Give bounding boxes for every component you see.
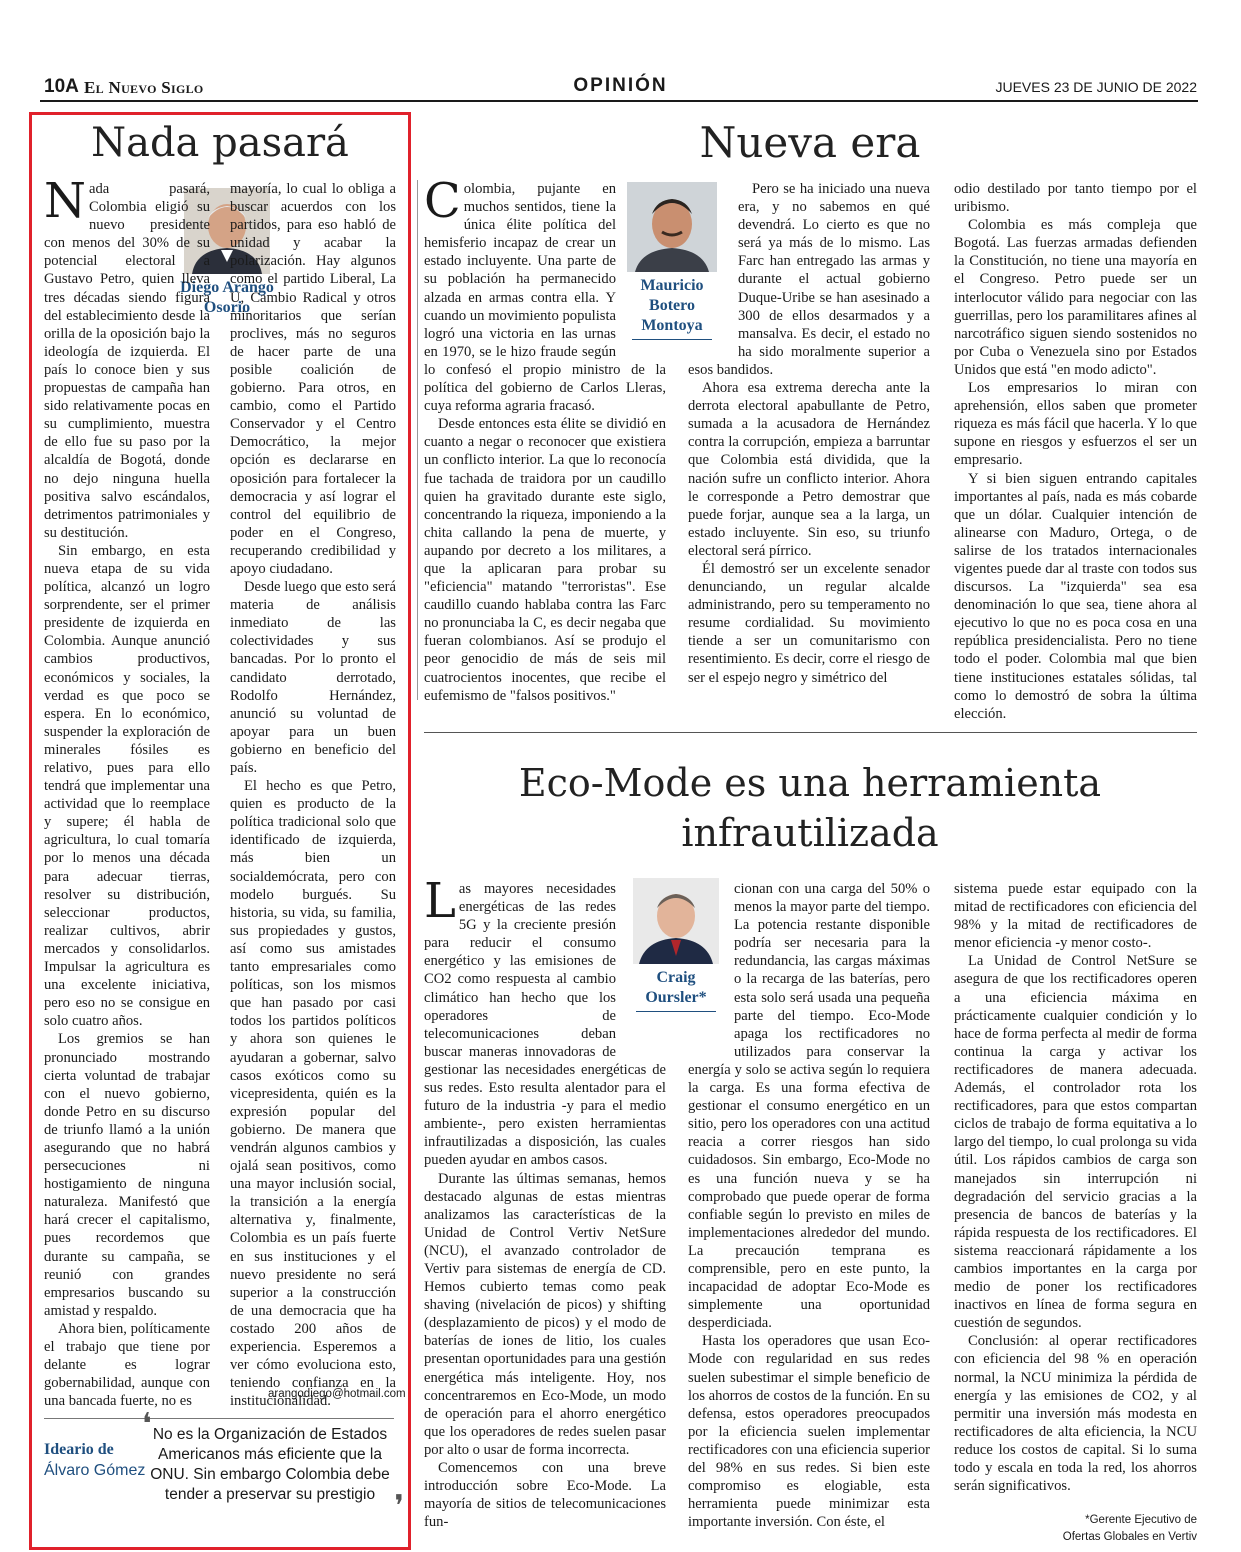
paragraph: Los gremios se han pronunciado mostrando cierta voluntad de trabajar con el nuevo gobierno, donde Petro en su discurso de triunfo llamó a la unión asegurando que no habrá persecuciones ni hostigamiento de ninguna naturaleza. Manifestó que hará crecer el capitalismo, pues recordemos que durante su campaña, se reunió con grandes empresarios buscando su amistad y respaldo. [44,1031,210,1319]
author-footnote [997,1512,1197,1546]
page-number: 10A [44,76,79,97]
title-line: infrautilizada [681,811,939,855]
paragraph: odio destilado por tanto tiempo por el uribismo. [954,181,1197,216]
section-divider [424,732,1197,733]
article3-column-1 [424,873,666,1531]
paragraph: sistema puede estar equipado con la mitad de rectificadores con eficiencia del 98% y la mitad de rectificadores de menor eficiencia -y menor costo-. [954,881,1197,952]
paragraph: cionan con una carga del 50% o menos la mayor parte del tiempo. La potencia restante disponible podría ser necesaria para la redundancia, las cargas máximas o la recarga de las baterías, pero esta solo será usada una pequeña parte del tiempo. Eco-Mode apaga los rectificadores no utilizados para conservar la energía y solo se activa según lo requiera la carga. Es una forma efectiva de gestionar el consumo energético en un sitio, pero los operadores con una actitud reacia a correr riesgos han sido cuidadosos. Sin embargo, Eco-Mode no es una función nueva y se ha comprobado que puede operar de forma confiable según lo previsto en miles de implementaciones alrededor del mundo. La precaución temprana es comprensible, pero en este punto, la incapacidad de adoptar Eco-Mode es simplemente una oportunidad desperdiciada. [688,881,930,1332]
section-title: OPINIÓN [573,75,668,96]
paragraph: Pero se ha iniciado una nueva era, y no sabemos en qué devendrá. Lo cierto es que no será ya más de lo mismo. Las Farc han entregado las armas y durante el actual gobierno Duque-Uribe se han asesinado a 300 de ellos desarmados y a mansalva. Es decir, el estado no ha sido moralmente superior a esos bandidos. [688,181,930,378]
paragraph: Desde luego que esto será materia de análisis inmediato de las colectividades y sus bancadas. Por lo pronto el candidato derrotado, Rodolfo Hernández, anunció su voluntad de apoyar para un buen gobierno en beneficio del país. [230,579,396,776]
paragraph: Y si bien siguen entrando capitales importantes al país, nada es más cobarde que un dólar. Cualquier intención de alinearse con Maduro, Ortega, o de salirse de los tratados internacionales vigentes puede dar al traste con todos sus discursos. La "izquierda" sea esa denominación lo que sea, tiene ahora al ejecutivo lo que no es poca cosa en una república presidencialista. Pero no tiene todo el poder. Colombia mal que bien tiene instituciones estatales sólidas, tal como lo demostró de sobra la última elección. [954,470,1197,722]
paragraph: Durante las últimas semanas, hemos destacado algunas de estas mientras analizamos las características de la Unidad de Control Vertiv NetSure (NCU), el avanzado controlador de Vertiv para sistemas de energía de CD. Hemos cubierto temas como peak shaving (nivelación de picos) y shifting (desplazamiento de picos) y el modo de baterías de iones de litio, los cuales presentan oportunidades para una gestión energética más inteligente. Hoy, nos concentraremos en Eco-Mode, un modo de operación para el ahorro energético que los operadores de redes suelen pasar por alto o usar de forma incorrecta. [424,1170,666,1458]
paragraph: ada pasará, Colombia eligió su nuevo presidente con menos del 30% de su potencial electoral a Gustavo Petro, quien lleva tres décadas siendo figura del establecimiento desde la orilla de la oposición bajo la ideología de izquierda. El país lo conoce bien y sus propuestas de campaña han sido relativamente pocas en su cumplimiento, muestra de ello fue su paso por la alcaldía de Bogotá, donde no dejo ninguna huella positiva salvo escándalos, detrimentos patrimoniales y su destitución. [44,181,210,541]
paragraph: Él demostró ser un excelente senador denunciando, un regular alcalde administrando, pero su temperamento no resume cordialidad. Su movimiento tiende a ser un comunitarismo con resentimiento. Es decir, corre el riesgo de ser el espejo negro y simétrico del [688,560,930,686]
ideario-quote [142,1407,404,1524]
author-name-line2: Oursler* [645,989,707,1006]
author-name-line1: Craig [656,969,696,986]
author-name-line2: Botero [649,297,695,314]
paragraph: El hecho es que Petro, quien es producto de la política tradicional solo que identificado de izquierda, más bien un socialdemócrata, pero con modelo burgués. Su historia, su vida, su familia, sus propiedades y gustos, así como sus amistades tanto empresariales como políticas, son los mismos que han pasado por casi todos los partidos políticos y ahora son quienes le ayudaran a gobernar, salvo casos exóticos como su vicepresidenta, quién es la expresión popular del gobierno. De manera que vendrán algunos cambios y ojalá sean positivos, como una mayor inclusión social, la transición a la energía alternativa y, finalmente, Colombia es un país fuerte en sus instituciones y el nuevo presidente no será superior a la construcción de una democracia que ha costado 200 años de experiencia. Esperemos a ver cómo evoluciona esto, teniendo confianza en la institucionalidad. [230,778,396,1410]
ideario-rule [44,1418,394,1419]
dropcap: L [424,873,456,929]
author-name-line1: Mauricio [640,277,704,294]
title-line: Eco-Mode es una herramienta [518,761,1102,805]
article3-column-2 [688,880,930,1531]
paragraph: Comencemos con una breve introducción sobre Eco-Mode. La mayoría de sitios de telecomunicaciones fun- [424,1460,666,1531]
paragraph: Sin embargo, en esta nueva etapa de su vida política, alcanzó un logro sorprendente, ser el primer presidente de izquierda en Colombia. Aunque anunció cambios productivos, económicos y sociales, la verdad es que poco se espera. En lo económico, suspender la exploración de minerales fósiles es relativo, pues para ello tendrá que implementar una actividad que lo reemplace y supere; él habla de agricultura, lo cual tomaría por lo menos una década para adecuar tierras, resolver su distribución, seleccionar productos, realizar cultivos, abrir mercados y consolidarlos. Impulsar la agricultura es una excelente iniciativa, pero eso no se consigue en solo cuatro años. [44,542,210,1030]
quote-close-icon: ❜ [394,1489,404,1524]
article3-title [420,758,1200,858]
paragraph: Conclusión: al operar rectificadores con eficiencia del 98 % en operación normal, la NCU minimiza la pérdida de energía y las emisiones de CO2, y al permitir una inversión más modesta en rectificadores de alta eficiencia, la NCU reduce los costos de capital. Si lo suma todo y escala en toda la red, los ahorros serán significativos. [954,1333,1197,1495]
author-name-line1: Diego Arango [180,279,274,296]
paragraph: Ahora bien, políticamente el trabajo que tiene por delante es lograr gobernabilidad, aunque con una bancada fuerte, no es [44,1320,210,1410]
dropcap: N [44,173,86,229]
column-divider [417,180,418,700]
article1-column-1 [44,173,210,1410]
article2-title: Nueva era [699,118,921,167]
author-name-line2: Osorio [203,299,251,316]
issue-date: JUEVES 23 DE JUNIO DE 2022 [995,79,1197,95]
newspaper-name: El Nuevo Siglo [84,78,204,97]
paragraph: Hasta los operadores que usan Eco-Mode con regularidad en sus redes suelen subestimar el simple beneficio de los ahorros de costos de la función. En su defensa, estos operadores preocupados por la eficiencia suelen implementar rectificadores con una eficiencia superior del 98% en sus redes. Si bien este compromiso es elogiable, esta herramienta puede minimizar esta importante inversión. Con éste, el [688,1333,930,1531]
header-rule [40,100,1198,102]
paragraph: Los empresarios lo miran con aprehensión, ellos saben que prometer riqueza es más fácil que hacerla. Y lo que supone en riesgos y esfuerzos el ser un empresario. [954,380,1197,469]
footnote-line: *Gerente Ejecutivo de [1085,1514,1197,1526]
quote-text: No es la Organización de Estados Americanos más eficiente que la ONU. Sin embargo Colombia debe tender a preservar su prestigio [150,1426,390,1503]
paragraph: Colombia es más compleja que Bogotá. Las fuerzas armadas defienden la Constitución, no tiene una mayoría en el Congreso. Petro puede ser un interlocutor válido para negociar con las guerrillas, pero los paramilitares afines al narcotráfico siguen siendo sostenidos no por Cuba o Venezuela sino por Estados Unidos que está "en modo adicto". [954,217,1197,378]
paragraph: La Unidad de Control NetSure se asegura de que los rectificadores operen a una eficiencia máxima en prácticamente cualquier condición y lo hace de forma perfecta al medir de forma continua la carga y activar los rectificadores de manera adecuada. Además, el controlador rota los rectificadores, para que estos compartan ciclos de trabajo de forma equitativa a lo largo del tiempo, lo cual prolonga su vida útil. Los rápidos cambios de carga son manejados sin interrupción ni degradación del servicio gracias a la presencia de bancos de baterías y la rápida respuesta de los rectificadores. El sistema reaccionará rápidamente a los cambios importantes en la carga por medio de poner los rectificadores inactivos en línea de forma segura en cuestión de segundos. [954,953,1197,1332]
paragraph: Ahora esa extrema derecha ante la derrota electoral apabullante de Petro, sumada a la acusadora de Hernández contra la corrupción, empieza a barruntar que Colombia está dividida, que la nación sufre un conflicto interior. Ahora le corresponde a Petro demostrar que puede forjar, aunque sea a la larga, un estado incluyente. Sin eso, su triunfo electoral será pírrico. [688,380,930,559]
paragraph: olombia, pujante en muchos sentidos, tiene la única élite política del hemisferio incapaz de crear un estado incluyente. Una parte de su población ha permanecido alzada en armas contra ella. Y cuando un movimiento populista logró una victoria en las urnas en 1970, se le hizo fraude según lo confesó el propio ministro de la política del gobierno de Carlos Lleras, cuya reforma agraria fracasó. [424,181,666,415]
ideario-author: Álvaro Gómez [44,1462,146,1479]
paragraph: mayoría, lo cual lo obliga a buscar acuerdos con los partidos, para eso habló de unidad y acabar la polarización. Hay algunos como el partido Liberal, La U, Cambio Radical y otros minoritarios que serían proclives, más no seguros de hacer parte de una posible coalición de gobierno. Para otros, en cambio, como el Partido Conservador y el Centro Democrático, la mejor opción es declararse en oposición para fortalecer la democracia y así lograr el control del equilibrio de poder en el Congreso, recuperando credibilidad y apoyo ciudadano. [230,181,396,577]
footnote-line: Ofertas Globales en Vertiv [1062,1531,1197,1543]
quote-open-icon: ❛ [142,1407,152,1442]
article3-column-3 [954,880,1197,1505]
article2-column-3 [954,180,1197,722]
paragraph: as mayores necesidades energéticas de las redes 5G y la creciente presión para reducir el consumo energético y las emisiones de CO2 como respuesta al cambio climático han hecho que los operadores de telecomunicaciones deban buscar maneras innovadoras de gestionar las necesidades energéticas de sus redes. Esto resulta alentador para el futuro de la industria -y para el medio ambiente-, pero existen herramientas infrautilizadas a disposición, las cuales pueden ayudar en ambos casos. [424,881,666,1169]
article1-title: Nada pasará [91,120,349,166]
article2-column-1 [424,173,666,704]
paragraph: Desde entonces esta élite se dividió en cuanto a negar o reconocer que existiera un conflicto interior. La que lo reconocía fue tachada de traidora por un caudillo quien ha gravitado durante este siglo, concentrando la riqueza, imponiendo a la chita callando la pena de muerte, y aupando por decreto a los militares, a que la aplicaran para probar su "eficiencia" matando "terroristas". Ese caudillo cuando hablaba contra las Farc no pronunciaba la C, es decir negaba que fueran colombianos. Así se produjo el peor genocidio de más de seis mil cuatrocientos inocentes, que recibe el eufemismo de "falsos positivos." [424,416,666,704]
ideario-label: Ideario de [44,1441,114,1458]
article2-column-2 [688,180,930,700]
author-email[interactable]: arangodiego@hotmail.com [268,1388,406,1400]
dropcap: C [424,173,461,229]
author-name-line3: Montoya [641,317,703,334]
